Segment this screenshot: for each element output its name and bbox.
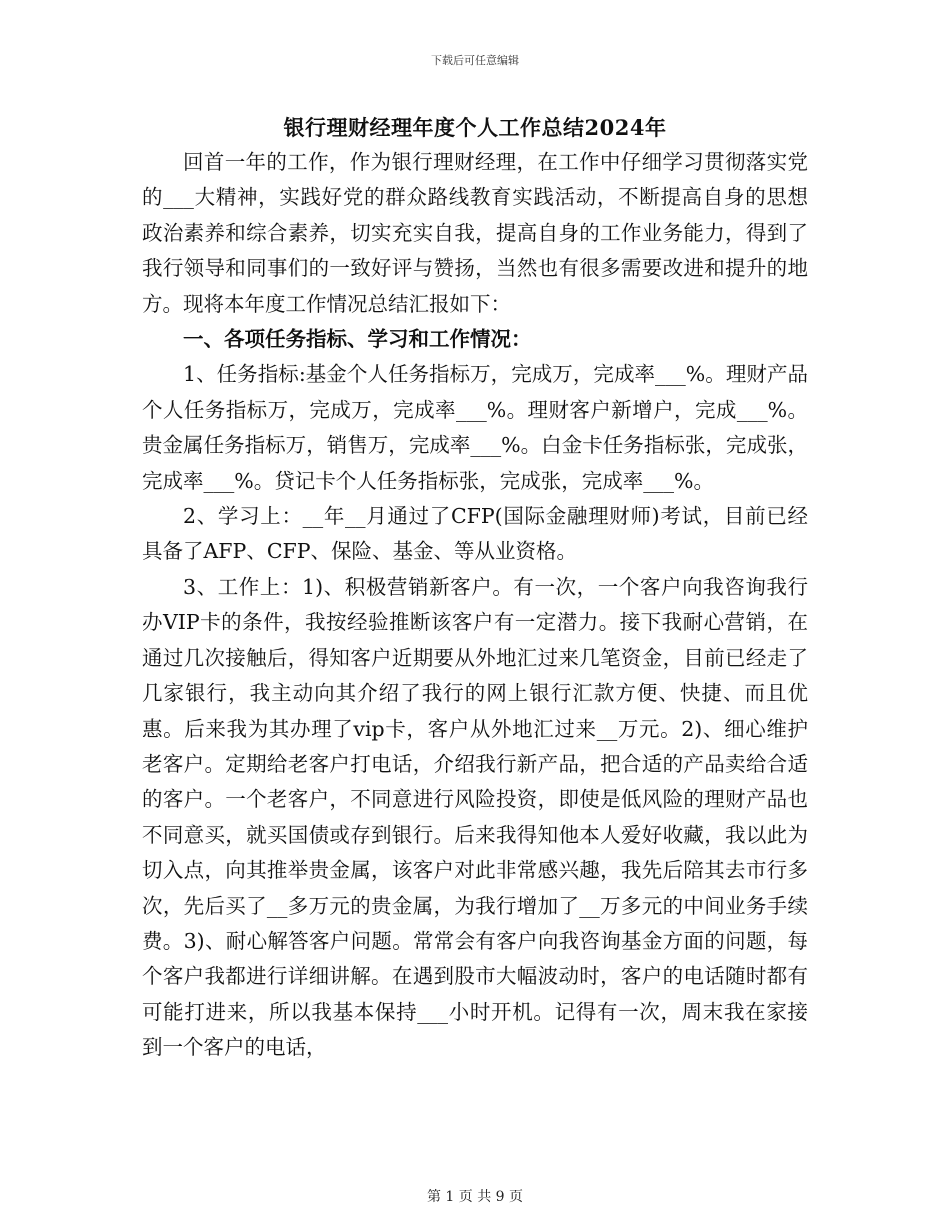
document-body [142, 145, 808, 1066]
paragraph-intro: 回首一年的工作，作为银行理财经理，在工作中仔细学习贯彻落实党的___大精神，实践好党的群众路线教育实践活动，不断提高自身的思想政治素养和综合素养，切实充实自我，提高自身的工作业务能力，得到了我行领导和同事们的一致好评与赞扬，当然也有很多需要改进和提升的地方。现将本年度工作情况总结汇报如下： [142, 150, 808, 316]
document-title: 银行理财经理年度个人工作总结2024年 [283, 115, 667, 140]
paragraph-work: 3、工作上：1)、积极营销新客户。有一次，一个客户向我咨询我行办VIP卡的条件，我按经验推断该客户有一定潜力。接下我耐心营销，在通过几次接触后，得知客户近期要从外地汇过来几笔资金，目前已经走了几家银行，我主动向其介绍了我行的网上银行汇款方便、快捷、而且优惠。后来我为其办理了vip卡，客户从外地汇过来__万元。2)、细心维护老客户。定期给老客户打电话，介绍我行新产品，把合适的产品卖给合适的客户。一个老客户，不同意进行风险投资，即使是低风险的理财产品也不同意买，就买国债或存到银行。后来我得知他本人爱好收藏，我以此为切入点，向其推举贵金属，该客户对此非常感兴趣，我先后陪其去市行多次，先后买了__多万元的贵金属，为我行增加了__万多元的中间业务手续费。3)、耐心解答客户问题。常常会有客户向我咨询基金方面的问题，每个客户我都进行详细讲解。在遇到股市大幅波动时，客户的电话随时都有可能打进来，所以我基本保持___小时开机。记得有一次，周末我在家接到一个客户的电话， [142, 574, 808, 1060]
paragraph-task-targets: 1、任务指标:基金个人任务指标万，完成万，完成率___%。理财产品个人任务指标万，完成万，完成率___%。理财客户新增户，完成___%。贵金属任务指标万，销售万，完成率___%。白金卡任务指标张，完成张，完成率___%。贷记卡个人任务指标张，完成张，完成率___%。 [142, 362, 808, 493]
page-header-note: 下载后可任意编辑 [431, 54, 519, 67]
section-heading: 一、各项任务指标、学习和工作情况： [183, 327, 532, 352]
page-number: 第 1 页 共 9 页 [426, 1189, 524, 1205]
paragraph-study: 2、学习上：__年__月通过了CFP(国际金融理财师)考试，目前已经具备了AFP、CFP、保险、基金、等从业资格。 [142, 504, 808, 564]
